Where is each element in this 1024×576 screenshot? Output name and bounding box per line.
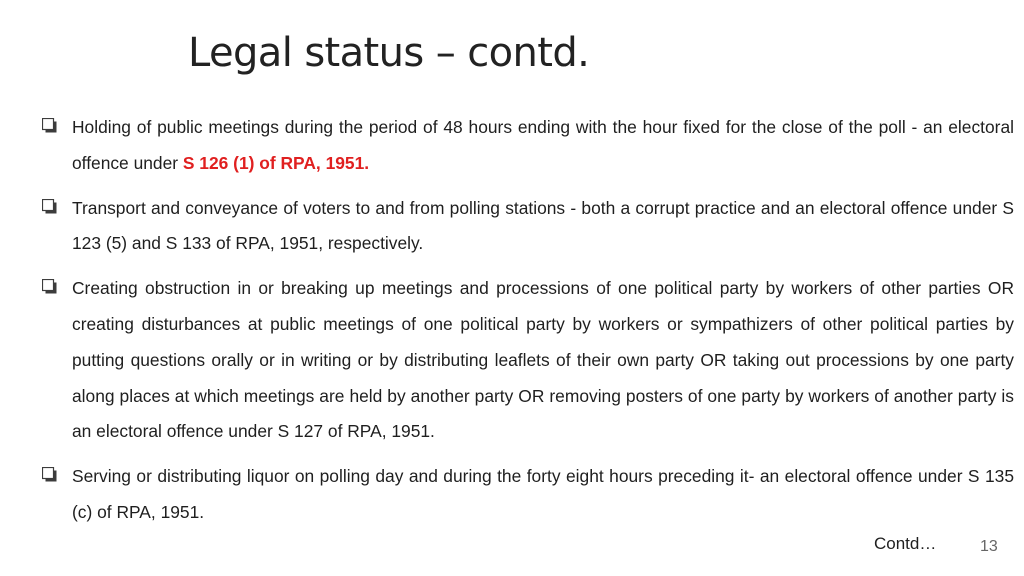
bullet-list bbox=[40, 110, 1014, 540]
page-number: 13 bbox=[980, 538, 998, 555]
bullet-item bbox=[40, 191, 1014, 263]
bullet-text: Transport and conveyance of voters to and from polling stations - both a corrupt practice and an electoral offence under S 123 (5) and S 133 of RPA, 1951, respectively. bbox=[72, 197, 1014, 254]
checkbox-icon bbox=[42, 467, 57, 482]
bullet-item bbox=[40, 459, 1014, 531]
slide-title: Legal status – contd. bbox=[188, 30, 590, 76]
continued-label: Contd… bbox=[874, 534, 937, 553]
bullet-item bbox=[40, 110, 1014, 182]
bullet-text: Serving or distributing liquor on polling day and during the forty eight hours preceding it- an electoral offence under S 135 (c) of RPA, 1951. bbox=[72, 466, 1014, 522]
checkbox-icon bbox=[42, 118, 57, 133]
checkbox-icon bbox=[42, 279, 57, 294]
checkbox-icon bbox=[42, 199, 57, 214]
bullet-highlight: S 126 (1) of RPA, 1951. bbox=[182, 152, 370, 173]
bullet-text: Creating obstruction in or breaking up meetings and processions of one political party by workers of other parties OR creating disturbances at public meetings of one political party by workers or sympathizers of other political parties by putting questions orally or in writing or by distributing leaflets of their own party OR taking out processions by one party along places at which meetings are held by another party OR removing posters of one party by workers of another party is an electoral offence under S 127 of RPA, 1951. bbox=[72, 278, 1014, 442]
bullet-text: Holding of public meetings during the period of 48 hours ending with the hour fixed for the close of the poll - an electoral offence under S 126 (1) of RPA, 1951. bbox=[72, 117, 1014, 173]
bullet-item bbox=[40, 271, 1014, 450]
